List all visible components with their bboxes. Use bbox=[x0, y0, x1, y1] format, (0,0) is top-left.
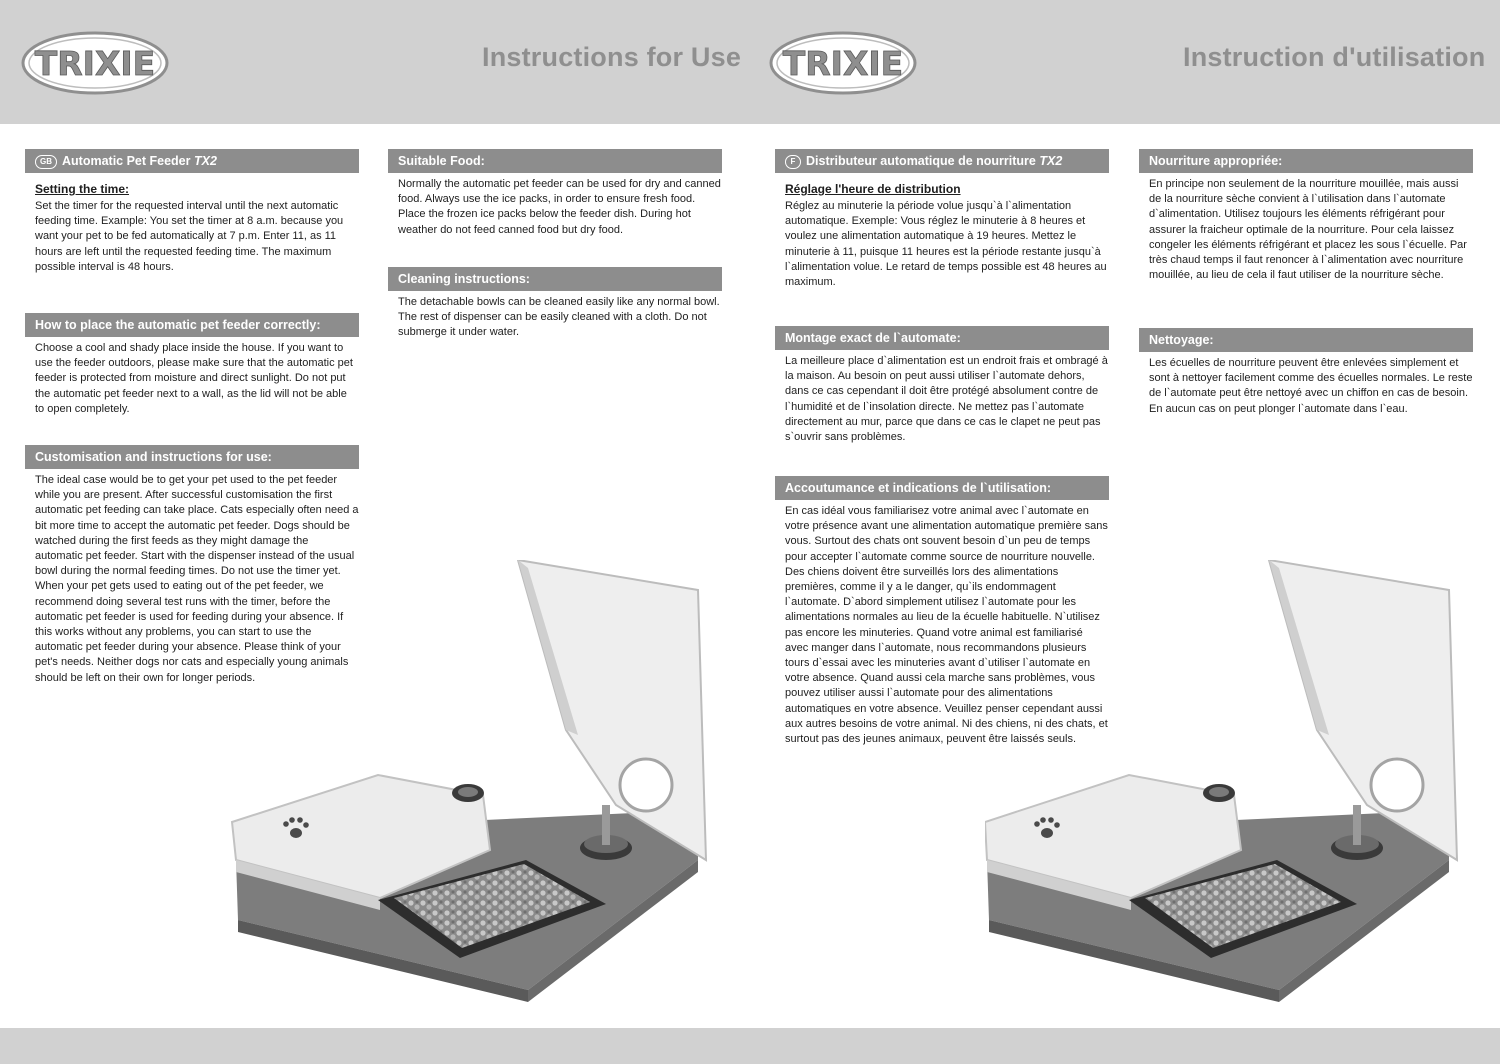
section-en-automatic-pet-feeder bbox=[25, 149, 359, 275]
section-header bbox=[775, 149, 1109, 173]
trixie-logo-left bbox=[20, 30, 170, 96]
subheading-reglage: Réglage l'heure de distribution bbox=[785, 182, 961, 196]
section-heading: How to place the automatic pet feeder correctly: bbox=[25, 313, 359, 337]
section-heading: Accoutumance et indications de l`utilisation: bbox=[775, 476, 1109, 500]
paragraph-nourriture: En principe non seulement de la nourriture mouillée, mais aussi de la nourriture sèche convient à l`utilisation dans l`automate d`alimentation. Utilisez toujours les éléments réfrigérant pour assurer la fraicheur optimale de la nourriture. Pour cela laissez congeler les éléments réfrigérant et placez les sous l`écuelle. Par très chaud temps il faut renoncer à l`alimentation avec nourriture mouillée, au lieu de cela il faut utiliser de la nourriture sèche. bbox=[1149, 178, 1467, 282]
paragraph-suitable-food: Normally the automatic pet feeder can be used for dry and canned food. Always use the ice packs, in order to ensure fresh food. Place the frozen ice packs below the feeder dish. During hot weather do not feed canned food but dry food. bbox=[398, 178, 721, 236]
paragraph-cleaning: The detachable bowls can be cleaned easily like any normal bowl. The rest of dispenser can be easily cleaned with a cloth. Do not submerge it under water. bbox=[398, 296, 720, 339]
model-label: TX2 bbox=[194, 154, 217, 168]
section-fr-nourriture bbox=[1139, 149, 1473, 283]
document-title-french: Instruction d'utilisation bbox=[1183, 42, 1486, 72]
language-flag-icon: F bbox=[785, 155, 801, 169]
paragraph-placement: Choose a cool and shady place inside the house. If you want to use the feeder outdoors, please make sure that the automatic pet feeder is protected from moisture and direct sunlight. Do not put the automatic pet feeder next to a wall, as the lid will not be able to open completely. bbox=[35, 342, 353, 415]
document-title-english: Instructions for Use bbox=[482, 42, 742, 72]
footer-band bbox=[0, 1028, 1500, 1064]
section-heading: Customisation and instructions for use: bbox=[25, 445, 359, 469]
section-heading: Suitable Food: bbox=[388, 149, 722, 173]
automatic-pet-feeder-image-right bbox=[985, 560, 1485, 1010]
paragraph-customisation: The ideal case would be to get your pet used to the pet feeder while you are present. After successful customisation the first automatic pet feeding can take place. Cats especially often need a bit more time to accept the automatic pet feeder. Dogs should be watched during the first feeds as they might damage the automatic pet feeder. Start with the dispenser instead of the usual bowl during the normal feeding times. Do not use the timer yet. When your pet gets used to eating out of the pet feeder, we recommend doing several test runs with the timer, before the automatic pet feeder is used for feeding during your absence. If this works without any problems, you can start to use the automatic pet feeder during your absence. Please think of your pet's needs. Neither dogs nor cats and especially young animals should be left on their own for longer periods. bbox=[35, 474, 359, 684]
paragraph-montage: La meilleure place d`alimentation est un endroit frais et ombragé à la maison. Au besoin on peut aussi utiliser l`automate dehors, dans ce cas cependant il doit être protégé absolument contre de l`humidité et de l`insolation directe. Ne mettez pas l`automate directement au mur, parce que dans ce cas le clapet ne peut pas s`ouvrir sans problèmes. bbox=[785, 355, 1108, 444]
section-fr-nettoyage bbox=[1139, 328, 1473, 417]
svg-text:TRIXIE: TRIXIE bbox=[782, 44, 904, 83]
paragraph-reglage: Réglez au minuterie la période volue jusqu`à l`alimentation automatique. Exemple: Vous réglez le minuterie à 8 heures et voulez une alimentation automatique à 19 heures. Mettez le minuterie à 11, puisque 11 heures est la période restante jusqu`à l`alimentation volue. Le retard de temps possible est 48 heures au maximum. bbox=[785, 200, 1107, 289]
trixie-logo-right bbox=[768, 30, 918, 96]
paragraph-nettoyage: Les écuelles de nourriture peuvent être enlevées simplement et sont à nettoyer facilement comme des écuelles normales. Le reste de l`automate peut être nettoyé avec un chiffon en cas de besoin. En aucun cas on peut plonger l`automate dans l`eau. bbox=[1149, 357, 1473, 415]
paragraph-setting-time: Set the timer for the requested interval until the next automatic feeding time. Example: You set the timer at 8 a.m. because you want your pet to be fed automatically at 7 p.m. Enter 11, as 11 hours are left until the requested feeding time. The maximum possible interval is 48 hours. bbox=[35, 200, 344, 273]
section-heading: Montage exact de l`automate: bbox=[775, 326, 1109, 350]
language-flag-icon: GB bbox=[35, 155, 57, 169]
section-heading: Nourriture appropriée: bbox=[1139, 149, 1473, 173]
paragraph-accoutumance: En cas idéal vous familiarisez votre animal avec l`automate en votre présence avant une alimentation automatique première sans vous. Surtout des chats ont souvent besoin d`un peu de temps pour accepter l`automate comme source de nourriture nouvelle. Des chiens doivent être surveillés lors des alimentations premières, comme il y a le danger, qu`ils endommagent l`automate. D`abord simplement utilisez l`automate pour les alimentations normales au lieu de la écuelle habituelle. N`utilisez pas encore les minuteries. Quand votre animal est familiarisé avec manger dans l`automate, nous recommandons plusieurs tours d`essai avec les minuteries avant d`utiliser l`automate en votre absence. Quand aussi cela marche sans problèmes, vous pouvez utiliser aussi l`automate pour des alimentations automatiques en votre absence. Veuillez penser cependant aussi aux autres besoins de votre animal. Ni des chiens, ni des chats, et surtout pas des jeunes animaux, peuvent être laissés seuls. bbox=[785, 505, 1108, 746]
section-heading: Cleaning instructions: bbox=[388, 267, 722, 291]
section-heading: Nettoyage: bbox=[1139, 328, 1473, 352]
section-header bbox=[25, 149, 359, 173]
section-en-cleaning bbox=[388, 267, 722, 341]
section-heading: Distributeur automatique de nourriture bbox=[806, 154, 1036, 168]
section-fr-distributeur bbox=[775, 149, 1109, 290]
svg-text:TRIXIE: TRIXIE bbox=[34, 44, 156, 83]
subheading-setting-time: Setting the time: bbox=[35, 182, 130, 196]
section-en-placement bbox=[25, 313, 359, 417]
section-en-suitable-food bbox=[388, 149, 722, 238]
section-heading: Automatic Pet Feeder bbox=[62, 154, 191, 168]
section-fr-montage bbox=[775, 326, 1109, 445]
automatic-pet-feeder-image-left bbox=[228, 560, 728, 1010]
model-label: TX2 bbox=[1039, 154, 1063, 168]
